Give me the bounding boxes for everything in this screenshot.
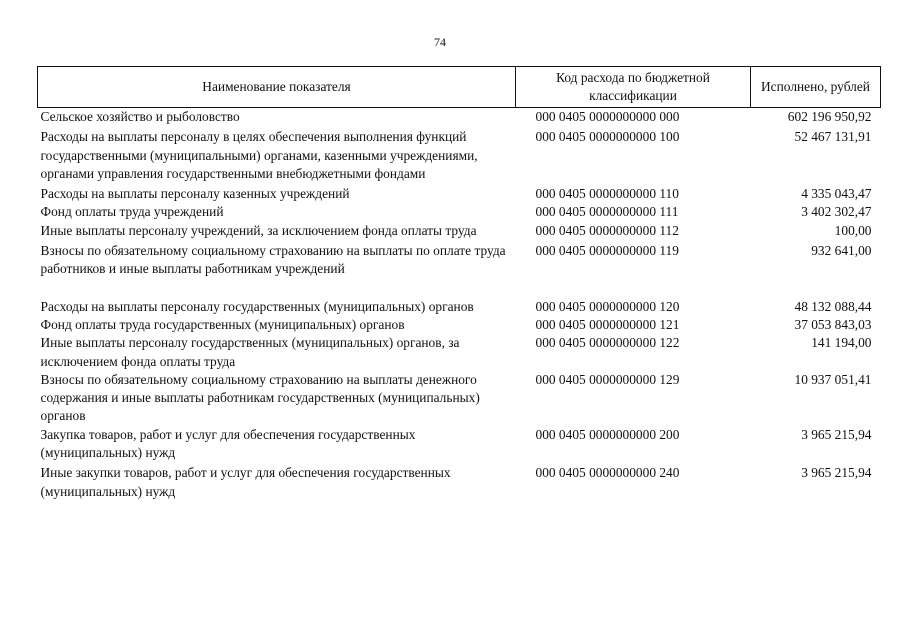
table-row bbox=[38, 334, 881, 371]
table-row bbox=[38, 316, 881, 334]
row-budget-code: 000 0405 0000000000 122 bbox=[535, 335, 680, 351]
row-budget-code: 000 0405 0000000000 119 bbox=[535, 243, 679, 259]
row-indicator-name: Иные закупки товаров, работ и услуг для обеспечения государственных (муниципальных) нужд bbox=[40, 465, 451, 499]
row-indicator-name: Фонд оплаты труда учреждений bbox=[40, 204, 224, 220]
table-row bbox=[38, 371, 881, 426]
table-row bbox=[38, 426, 881, 465]
row-indicator-name: Взносы по обязательному социальному страхованию на выплаты денежного содержания и иные выплаты работникам государственных (муниципальных) органов bbox=[40, 371, 480, 424]
page-number: 74 bbox=[434, 35, 446, 49]
table-row bbox=[38, 242, 881, 298]
row-budget-code: 000 0405 0000000000 000 bbox=[516, 108, 751, 129]
table-row bbox=[38, 128, 881, 185]
row-executed-amount: 141 194,00 bbox=[811, 335, 872, 351]
table-header bbox=[38, 67, 881, 108]
header-budget-code: Код расхода по бюджетной классификации bbox=[516, 67, 751, 108]
row-budget-code: 000 0405 0000000000 110 bbox=[535, 186, 679, 202]
row-indicator-name: Закупка товаров, работ и услуг для обеспечения государственных (муниципальных) нужд bbox=[40, 426, 416, 461]
row-budget-code: 000 0405 0000000000 111 bbox=[535, 204, 679, 220]
header-executed-amount: Исполнено, рублей bbox=[751, 67, 881, 108]
row-budget-code: 000 0405 0000000000 112 bbox=[535, 222, 679, 238]
table-row bbox=[38, 108, 881, 129]
table-row bbox=[38, 464, 881, 501]
row-indicator-name: Сельское хозяйство и рыболовство bbox=[38, 108, 516, 129]
table-row bbox=[38, 298, 881, 316]
row-executed-amount: 3 965 215,94 bbox=[801, 465, 872, 481]
row-executed-amount: 932 641,00 bbox=[811, 243, 872, 259]
row-executed-amount: 3 402 302,47 bbox=[801, 204, 872, 220]
row-executed-amount: 52 467 131,91 bbox=[794, 129, 872, 145]
table-row bbox=[38, 203, 881, 221]
row-executed-amount: 4 335 043,47 bbox=[801, 186, 872, 202]
row-budget-code: 000 0405 0000000000 129 bbox=[535, 371, 680, 387]
budget-expenditure-table bbox=[37, 66, 881, 501]
row-indicator-name: Иные выплаты персоналу государственных (муниципальных) органов, за исключением фонда оплаты труда bbox=[40, 335, 460, 369]
row-budget-code: 000 0405 0000000000 120 bbox=[535, 298, 680, 314]
row-indicator-name: Иные выплаты персоналу учреждений, за исключением фонда оплаты труда bbox=[40, 222, 477, 238]
row-executed-amount: 3 965 215,94 bbox=[801, 426, 872, 442]
row-executed-amount: 10 937 051,41 bbox=[794, 371, 872, 387]
row-indicator-name: Расходы на выплаты персоналу государственных (муниципальных) органов bbox=[40, 298, 474, 314]
table-row bbox=[38, 185, 881, 203]
row-executed-amount: 100,00 bbox=[834, 222, 872, 238]
row-executed-amount: 48 132 088,44 bbox=[794, 298, 872, 314]
row-budget-code: 000 0405 0000000000 100 bbox=[535, 129, 680, 145]
row-budget-code: 000 0405 0000000000 240 bbox=[535, 465, 680, 481]
row-indicator-name: Расходы на выплаты персоналу казенных учреждений bbox=[40, 186, 350, 202]
row-executed-amount: 37 053 843,03 bbox=[794, 316, 872, 332]
header-row bbox=[38, 67, 881, 108]
row-indicator-name: Расходы на выплаты персоналу в целях обеспечения выполнения функций государственными (муниципальными) органами, казенными учреждениями, органами управления государственными внебюджетными фондами bbox=[40, 129, 478, 181]
row-indicator-name: Взносы по обязательному социальному страхованию на выплаты по оплате труда работников и иные выплаты работникам учреждений bbox=[40, 243, 506, 277]
header-indicator-name: Наименование показателя bbox=[38, 67, 516, 108]
row-budget-code: 000 0405 0000000000 121 bbox=[535, 316, 680, 332]
row-indicator-name: Фонд оплаты труда государственных (муниципальных) органов bbox=[40, 316, 405, 332]
table-row bbox=[38, 222, 881, 242]
table-body bbox=[38, 108, 881, 501]
row-executed-amount: 602 196 950,92 bbox=[751, 108, 881, 129]
row-budget-code: 000 0405 0000000000 200 bbox=[535, 426, 680, 442]
